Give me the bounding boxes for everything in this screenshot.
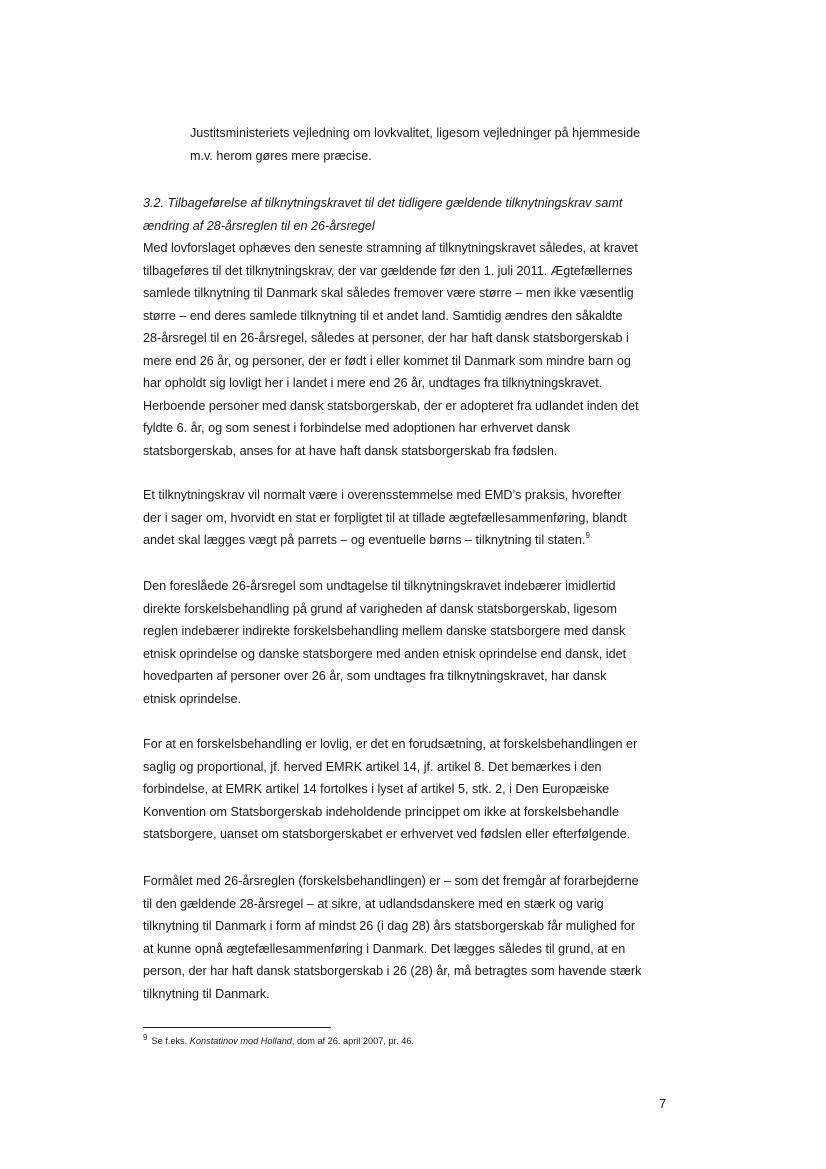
paragraph-1 bbox=[143, 237, 683, 462]
page-number: 7 bbox=[659, 1096, 667, 1111]
text-line: tilbageføres til det tilknytningskrav, der var gældende før den 1. juli 2011. Ægtefællernes bbox=[143, 263, 633, 278]
text-line: Konvention om Statsborgerskab indeholdende princippet om ikke at forskelsbehandle bbox=[143, 804, 620, 819]
heading-line: ændring af 28-årsreglen til en 26-årsregel bbox=[143, 218, 375, 233]
text-line: Et tilknytningskrav vil normalt være i overensstemmelse med EMD’s praksis, hvorefter bbox=[143, 488, 622, 502]
text-line: statsborgerskab, anses for at have haft dansk statsborgerskab fra fødslen. bbox=[143, 443, 558, 458]
text-line: til den gældende 28-årsregel – at sikre, at udlandsdanskere med en stærk og varig bbox=[143, 896, 604, 911]
text-line: 28-årsregel til en 26-årsregel, således at personer, der har haft dansk statsborgerskab i bbox=[143, 331, 629, 345]
text-line: større – end deres samlede tilknytning til et andet land. Samtidig ændres den såkaldte bbox=[143, 308, 623, 323]
footnote-suffix: , dom af 26. april 2007, pr. 46. bbox=[291, 1036, 414, 1046]
text-line: saglig og proportional, jf. herved EMRK artikel 14, jf. artikel 8. Det bemærkes i den bbox=[143, 759, 602, 774]
text-line: m.v. herom gøres mere præcise. bbox=[190, 148, 372, 163]
footnote-divider bbox=[143, 1027, 331, 1028]
text-line: der i sager om, hvorvidt en stat er forpligtet til at tillade ægtefællesammenføring, blandt bbox=[143, 510, 627, 525]
text-line: hovedparten af personer over 26 år, som undtages fra tilknytningskravet, har dansk bbox=[143, 669, 607, 683]
text-line: samlede tilknytning til Danmark skal således fremover være større – men ikke væsentlig bbox=[143, 286, 634, 300]
footnote-case-title: Konstatinov mod Holland bbox=[189, 1036, 292, 1046]
footnote-reference[interactable]: 9 bbox=[585, 530, 590, 540]
heading-line: 3.2. Tilbageførelse af tilknytningskravet til det tidligere gældende tilknytningskrav samt bbox=[143, 196, 623, 210]
text-line: Justitsministeriets vejledning om lovkvalitet, ligesom vejledninger på hjemmeside bbox=[190, 126, 641, 140]
paragraph-4 bbox=[143, 733, 683, 846]
text-line: har opholdt sig lovligt her i landet i mere end 26 år, undtages fra tilknytningskravet. bbox=[143, 376, 603, 390]
text-line: Den foreslåede 26-årsregel som undtagelse til tilknytningskravet indebærer imidlertid bbox=[143, 579, 616, 593]
text-line: For at en forskelsbehandling er lovlig, er det en forudsætning, at forskelsbehandlingen er bbox=[143, 737, 638, 751]
text-line: reglen indebærer indirekte forskelsbehandling mellem danske statsborgere med dansk bbox=[143, 624, 626, 638]
intro-paragraph bbox=[190, 122, 730, 167]
text-line: etnisk oprindelse. bbox=[143, 691, 242, 706]
text-line: person, der har haft dansk statsborgerskab i 26 (28) år, må betragtes som havende stærk bbox=[143, 964, 642, 978]
paragraph-3 bbox=[143, 575, 683, 710]
text-line: andet skal lægges vægt på parrets – og eventuelle børns – tilknytning til staten. bbox=[143, 533, 586, 547]
text-line: tilknytning til Danmark i form af mindst 26 (i dag 28) års statsborgerskab får mulighed for bbox=[143, 919, 636, 933]
paragraph-5 bbox=[143, 870, 683, 1005]
text-line: mere end 26 år, og personer, der er født i eller kommet til Danmark som mindre barn og bbox=[143, 353, 631, 368]
text-line: Med lovforslaget ophæves den seneste stramning af tilknytningskravet således, at kravet bbox=[143, 241, 638, 255]
paragraph-2 bbox=[143, 484, 683, 552]
section-heading bbox=[143, 192, 683, 237]
text-line: Formålet med 26-årsreglen (forskelsbehandlingen) er – som det fremgår af forarbejderne bbox=[143, 874, 639, 888]
footnote-prefix: Se f.eks. bbox=[151, 1036, 190, 1046]
text-line: statsborgere, uanset om statsborgerskabet er erhvervet ved fødslen eller efterfølgende. bbox=[143, 827, 631, 841]
text-line: fyldte 6. år, og som senest i forbindelse med adoptionen har erhvervet dansk bbox=[143, 421, 571, 435]
text-line: direkte forskelsbehandling på grund af varigheden af dansk statsborgerskab, ligesom bbox=[143, 601, 617, 616]
text-line: forbindelse, at EMRK artikel 14 fortolkes i lyset af artikel 5, stk. 2, i Den Europæiske bbox=[143, 782, 610, 796]
text-line-with-footnote bbox=[143, 529, 683, 552]
text-line: etnisk oprindelse og danske statsborgere med anden etnisk oprindelse end dansk, idet bbox=[143, 646, 627, 661]
text-line: Herboende personer med dansk statsborgerskab, der er adopteret fra udlandet inden det bbox=[143, 398, 639, 413]
footnote bbox=[143, 1034, 414, 1049]
text-line: at kunne opnå ægtefællesammenføring i Danmark. Det lægges således til grund, at en bbox=[143, 941, 626, 956]
footnote-number: 9 bbox=[143, 1033, 148, 1042]
text-line: tilknytning til Danmark. bbox=[143, 986, 270, 1001]
